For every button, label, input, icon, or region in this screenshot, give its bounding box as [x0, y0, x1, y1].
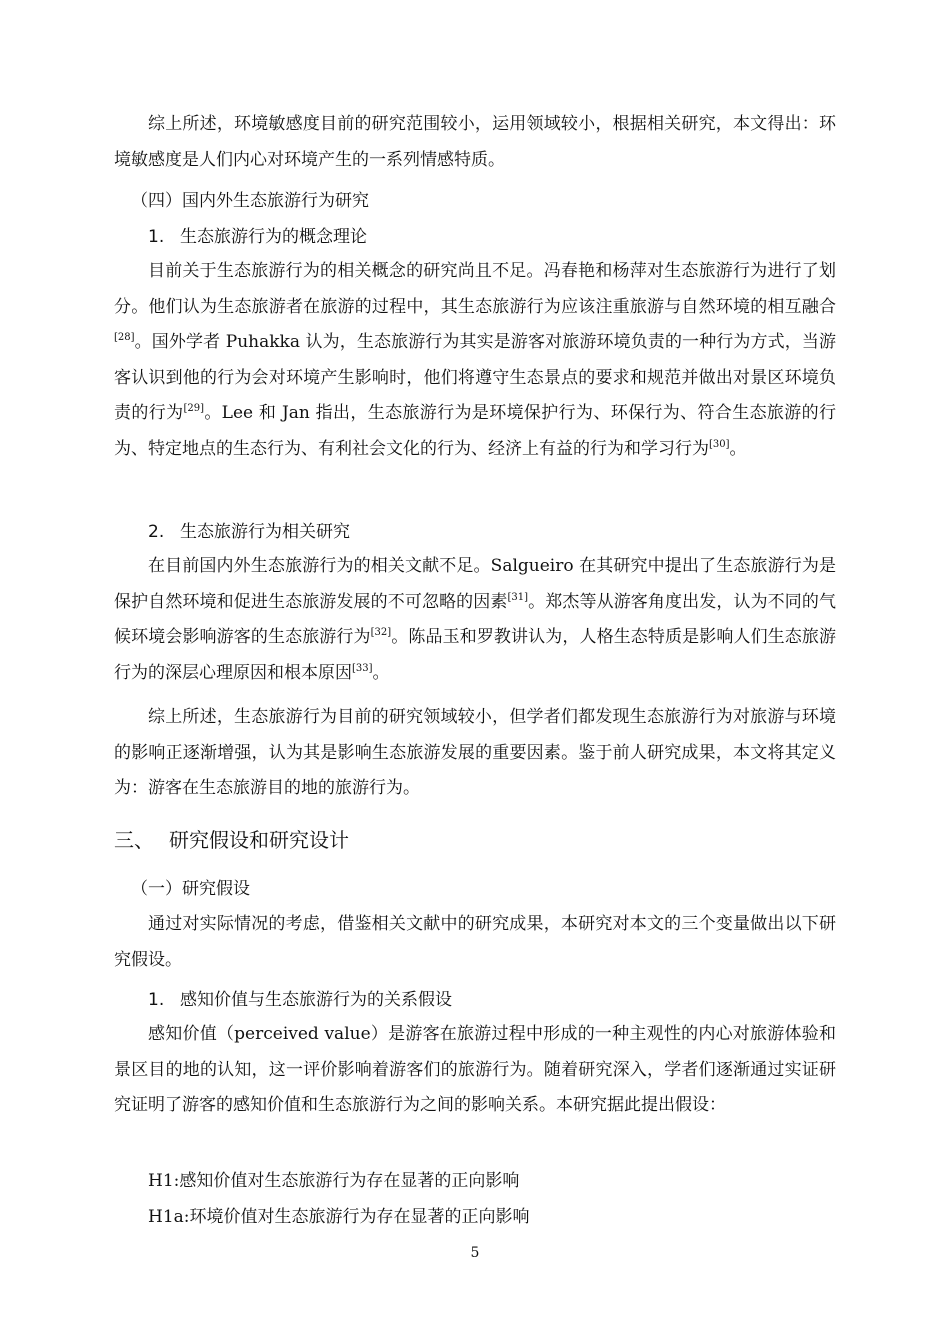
subsection-title: 感知价值与生态旅游行为的关系假设 [180, 990, 452, 1010]
paragraph-text: 。郑杰等从游客角度出发，认为不同的气候环境会影响游客的生态旅游行为 [114, 591, 837, 648]
paragraph-perceived-value: 感知价值（perceived value）是游客在旅游过程中形成的一种主观性的内心对旅游体验和景区目的地的认知，这一评价影响着游客们的旅游行为。随着研究深入，学者们逐渐通过实证研究证明了游客的感知价值和生态旅游行为之间的影响关系。本研究据此提出假设： [114, 1024, 836, 1116]
citation-30: [30] [709, 438, 730, 450]
subsection-number: 1. [148, 227, 165, 247]
paragraph-related-research [114, 549, 836, 691]
chapter-title: 研究假设和研究设计 [169, 828, 349, 852]
section-heading-1: （一）研究假设 [131, 879, 250, 899]
citation-28: [28] [114, 332, 135, 344]
citation-31: [31] [507, 591, 529, 603]
citation-33: [33] [352, 662, 373, 674]
paragraph-text: 目前关于生态旅游行为的相关概念的研究尚且不足。冯春艳和杨萍对生态旅游行为进行了划分。他们认为生态旅游者在旅游的过程中，其生态旅游行为应该注重旅游与自然环境的相互融合 [114, 261, 836, 317]
chapter-number: 三、 [114, 828, 154, 852]
paragraph-text: 在目前国内外生态旅游行为的相关文献不足。Salgueiro 在其研究中提出了生态旅游行为是保护自然环境和促进生态旅游发展的不可忽略的因素 [114, 556, 836, 612]
paragraph-concept-theory [114, 254, 836, 468]
chapter-heading-3 [114, 826, 349, 854]
paragraph-text: 。 [372, 662, 390, 683]
subsection-heading-1 [148, 225, 367, 249]
subsection-number: 1. [148, 990, 165, 1010]
page-number: 5 [470, 1245, 480, 1261]
paragraph-text: 。陈品玉和罗教讲认为，人格生态特质是影响人们生态旅游行为的深层心理原因和根本原因 [114, 627, 837, 683]
paragraph-summary-environment: 综上所述，环境敏感度目前的研究范围较小，运用领域较小，根据相关研究，本文得出：环境敏感度是人们内心对环境产生的一系列情感特质。 [114, 114, 836, 170]
paragraph-text: 。Lee 和 Jan 指出，生态旅游行为是环境保护行为、环保行为、符合生态旅游的行为、特定地点的生态行为、有利社会文化的行为、经济上有益的行为和学习行为 [114, 403, 836, 459]
subsection-heading-3 [148, 988, 452, 1012]
paragraph-summary-ecotourism: 综上所述，生态旅游行为目前的研究领域较小，但学者们都发现生态旅游行为对旅游与环境的影响正逐渐增强，认为其是影响生态旅游发展的重要因素。鉴于前人研究成果，本文将其定义为：游客在生态旅游目的地的旅游行为。 [114, 707, 836, 799]
section-heading-4: （四）国内外生态旅游行为研究 [131, 191, 369, 211]
citation-29: [29] [183, 403, 204, 415]
subsection-title: 生态旅游行为的概念理论 [180, 227, 367, 247]
hypothesis-h1: H1:感知价值对生态旅游行为存在显著的正向影响 [148, 1171, 520, 1191]
paragraph-text: 。 [729, 438, 747, 459]
subsection-title: 生态旅游行为相关研究 [180, 522, 350, 542]
paragraph-hypothesis-intro: 通过对实际情况的考虑，借鉴相关文献中的研究成果，本研究对本文的三个变量做出以下研究假设。 [114, 914, 836, 970]
citation-32: [32] [370, 627, 392, 639]
hypothesis-h1a: H1a:环境价值对生态旅游行为存在显著的正向影响 [148, 1207, 530, 1227]
paragraph-text: 。国外学者 Puhakka 认为，生态旅游行为其实是游客对旅游环境负责的一种行为方式，当游客认识到他的行为会对环境产生影响时，他们将遵守生态景点的要求和规范并做出对景区环境负责的行为 [114, 332, 836, 424]
subsection-heading-2 [148, 520, 350, 544]
subsection-number: 2. [148, 522, 165, 542]
